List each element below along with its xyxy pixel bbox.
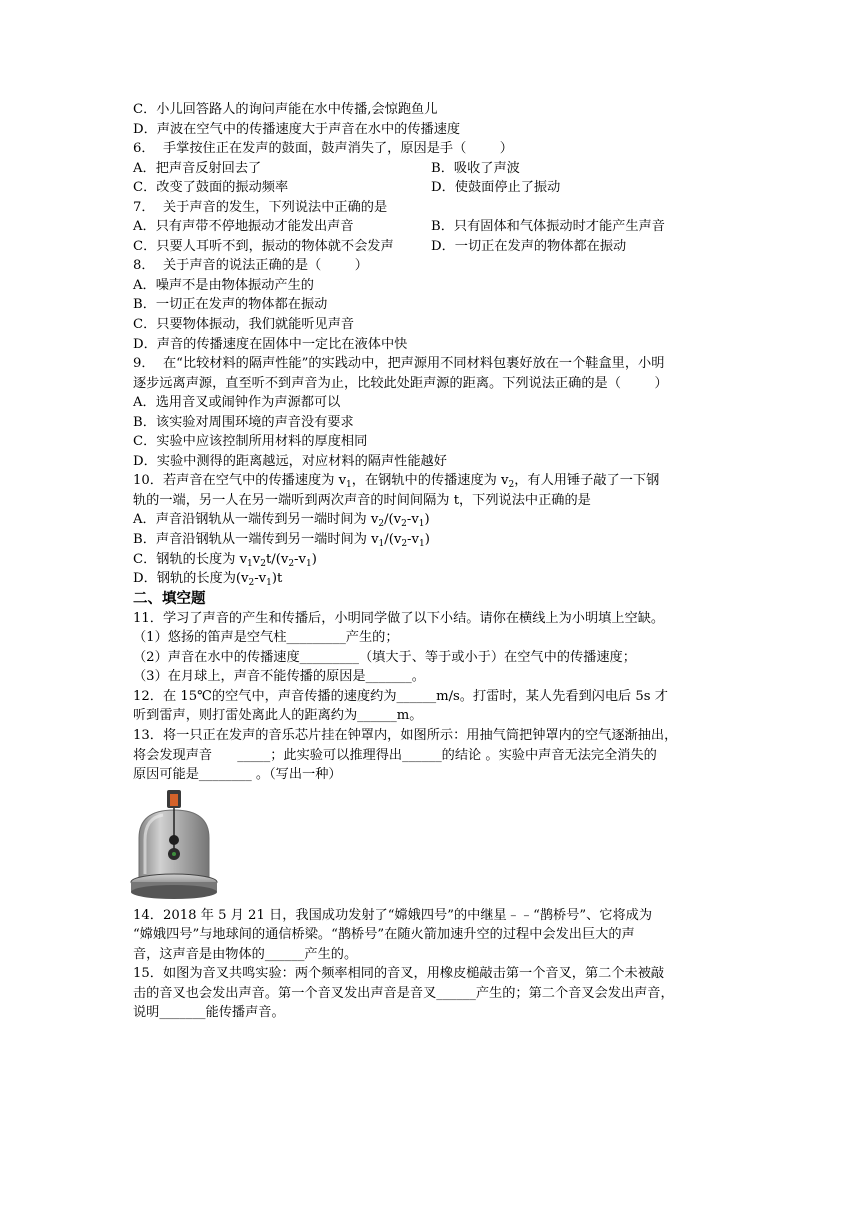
q7-option-c: C．只要人耳听不到，振动的物体就不会发声	[133, 238, 394, 254]
q13-line1: 13．将一只正在发声的音乐芯片挂在钟罩内，如图所示：用抽气筒把钟罩内的空气逐渐抽出，	[133, 727, 678, 743]
q6-option-d: D．使鼓面停止了振动	[431, 180, 561, 196]
q5-option-c: C．小儿回答路人的询问声能在水中传播,会惊跑鱼儿	[133, 102, 438, 117]
q7-options-row1	[133, 217, 733, 237]
q6-options-row1	[133, 159, 733, 179]
q5-option-d: D．声波在空气中的传播速度大于声音在水中的传播速度	[133, 121, 461, 137]
q6-option-b: B．吸收了声波	[431, 160, 520, 176]
q7-option-a: A．只有声带不停地振动才能发出声音	[133, 219, 354, 235]
q9-stem-line1: 9． 在“比较材料的隔声性能”的实践动中，把声源用不同材料包裹好放在一个鞋盒里，小明	[133, 356, 665, 372]
bell-jar-icon	[127, 788, 223, 904]
q15-line2: 击的音叉也会发出声音。第一个音叉发出声音是音叉______产生的；第二个音叉会发出声音，	[133, 985, 674, 1001]
q6-option-a: A．把声音反射回去了	[133, 160, 262, 176]
q8-option-c: C．只要物体振动，我们就能听见声音	[133, 317, 355, 333]
q12-line1: 12．在 15℃的空气中，声音传播的速度约为______m/s。打雷时，某人先看到闪电后 5s 才	[133, 688, 668, 704]
q13-line2: 将会发现声音 _____；此实验可以推理得出______的结论 。实验中声音无法完全消失的	[133, 747, 657, 763]
q11-stem: 11．学习了声音的产生和传播后，小明同学做了以下小结。请你在横线上为小明填上空缺。	[133, 610, 665, 626]
q10-option-d: D．钢轨的长度为$(v_2-v_1)t$	[133, 571, 283, 589]
q10-option-a: A．声音沿钢轨从一端传到另一端时间为 $v_2/(v_2-v_1)$	[133, 512, 430, 530]
q7-stem: 7． 关于声音的发生，下列说法中正确的是	[133, 199, 388, 215]
q6-options-row2	[133, 178, 733, 198]
q14-line1: 14．2018 年 5 月 21 日，我国成功发射了“嫦娥四号”的中继星﹣﹣“鹊桥号”、它将成为	[133, 907, 653, 923]
q14-line2: “嫦娥四号”与地球间的通信桥梁。“鹊桥号”在随火箭加速升空的过程中会发出巨大的声	[133, 927, 635, 943]
q14-line3: 音，这声音是由物体的______产生的。	[133, 946, 358, 962]
q11-part2: （2）声音在水中的传播速度_________（填大于、等于或小于）在空气中的传播速度；	[133, 649, 636, 665]
q15-line1: 15．如图为音叉共鸣实验：两个频率相同的音叉，用橡皮槌敲击第一个音叉，第二个未被敲	[133, 966, 665, 982]
q11-part3: （3）在月球上，声音不能传播的原因是_______。	[133, 669, 425, 685]
q9-option-b: B．该实验对周围环境的声音没有要求	[133, 414, 354, 430]
q15-line3: 说明_______能传播声音。	[133, 1005, 285, 1021]
q9-stem-line2: 逐步远离声源，直至听不到声音为止，比较此处距声源的距离。下列说法正确的是（ ）	[133, 375, 668, 391]
q7-option-b: B．只有固体和气体振动时才能产生声音	[431, 219, 665, 235]
q6-option-c: C．改变了鼓面的振动频率	[133, 180, 289, 196]
q8-option-d: D．声音的传播速度在固体中一定比在液体中快	[133, 336, 408, 352]
q9-option-a: A．选用音叉或闹钟作为声源都可以	[133, 395, 341, 411]
q6-stem: 6． 手掌按住正在发声的鼓面，鼓声消失了，原因是手（ ）	[133, 141, 513, 157]
q10-option-c: C．钢轨的长度为 $v_1v_2t/(v_2-v_1)$	[133, 551, 317, 569]
q8-option-b: B．一切正在发声的物体都在振动	[133, 297, 328, 313]
q12-line2: 听到雷声，则打雷处离此人的距离约为______m。	[133, 708, 423, 724]
q10-stem-line2: 轨的一端，另一人在另一端听到两次声音的时间间隔为 t，下列说法中正确的是	[133, 492, 591, 508]
q7-option-d: D．一切正在发声的物体都在振动	[431, 238, 627, 254]
bell-jar-figure	[133, 785, 733, 906]
q10-option-b: B．声音沿钢轨从一端传到另一端时间为 $v_1/(v_2-v_1)$	[133, 532, 430, 550]
q11-part1: （1）悠扬的笛声是空气柱_________产生的；	[133, 630, 399, 646]
q13-line3: 原因可能是________ 。（写出一种）	[133, 767, 342, 783]
q7-options-row2	[133, 237, 733, 257]
q8-option-a: A．噪声不是由物体振动产生的	[133, 277, 314, 293]
q8-stem: 8． 关于声音的说法正确的是（ ）	[133, 258, 368, 274]
exam-page	[133, 100, 733, 1023]
q9-option-c: C．实验中应该控制所用材料的厚度相同	[133, 434, 368, 450]
q9-option-d: D．实验中测得的距离越远，对应材料的隔声性能越好	[133, 453, 447, 469]
q10-stem-line1: 10．若声音在空气中的传播速度为 $v_1$，在钢轨中的传播速度为 $v_2$，有人用锤子敲了一下钢	[133, 473, 660, 491]
section-title-fill-in: 二、填空题	[133, 590, 206, 607]
